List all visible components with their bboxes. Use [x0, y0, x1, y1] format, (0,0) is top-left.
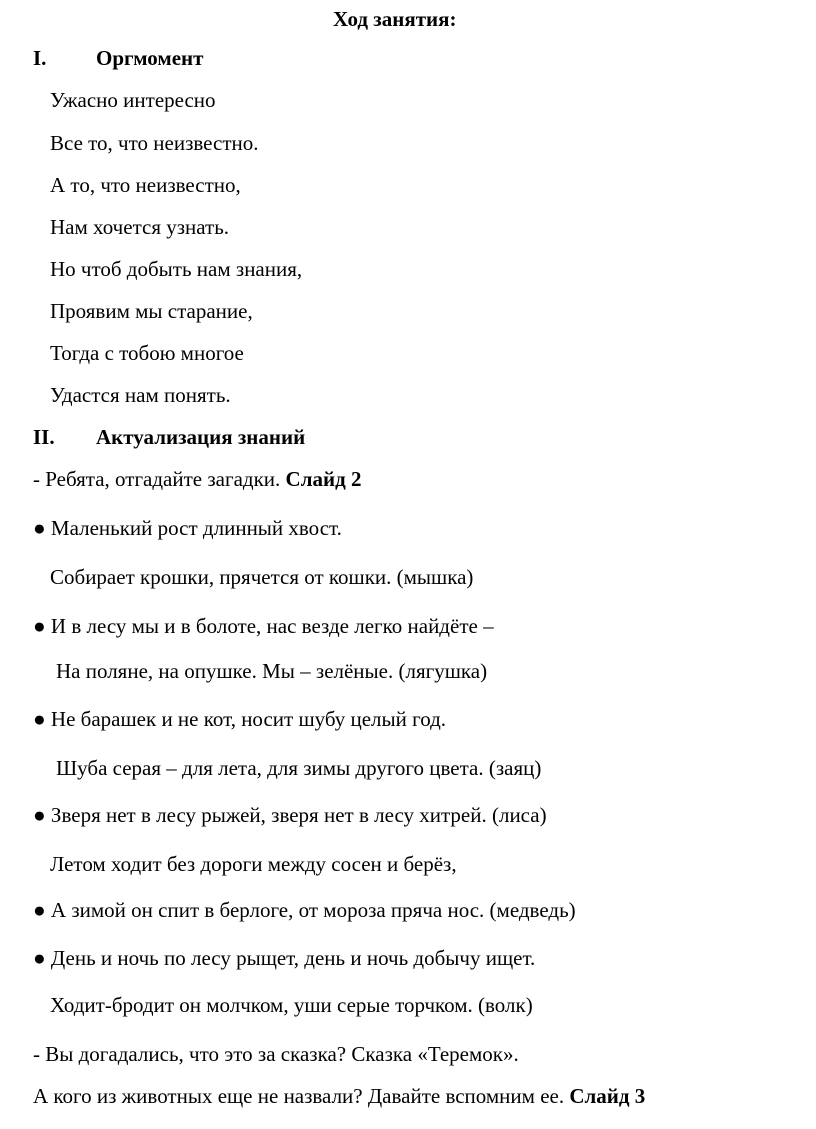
- question-line: - Вы догадались, что это за сказка? Сказка «Теремок».: [33, 1042, 519, 1066]
- poem-line: Ужасно интересно: [50, 88, 216, 112]
- intro-text: - Ребята, отгадайте загадки.: [33, 467, 286, 491]
- slide-2-label: Слайд 2: [285, 467, 362, 491]
- riddle-line: ● Зверя нет в лесу рыжей, зверя нет в лесу хитрей. (лиса): [33, 803, 547, 827]
- poem-line: Все то, что неизвестно.: [50, 131, 259, 155]
- riddle-line: Ходит-бродит он молчком, уши серые торчком. (волк): [50, 993, 533, 1017]
- slide-3-label: Слайд 3: [569, 1084, 646, 1108]
- riddle-line: ● Маленький рост длинный хвост.: [33, 516, 342, 540]
- riddle-line: Шуба серая – для лета, для зимы другого цвета. (заяц): [56, 756, 542, 780]
- section-1-numeral: I.: [33, 46, 47, 70]
- poem-line: Проявим мы старание,: [50, 299, 253, 323]
- riddle-line: ● День и ночь по лесу рыщет, день и ночь добычу ищет.: [33, 946, 536, 970]
- poem-line: А то, что неизвестно,: [50, 173, 241, 197]
- poem-line: Но чтоб добыть нам знания,: [50, 257, 303, 281]
- riddle-line: ● Не барашек и не кот, носит шубу целый год.: [33, 707, 447, 731]
- riddle-line: Собирает крошки, прячется от кошки. (мышка): [50, 565, 474, 589]
- riddle-line: Летом ходит без дороги между сосен и берёз,: [50, 852, 457, 876]
- poem-line: Тогда с тобою многое: [50, 341, 244, 365]
- closing-text: А кого из животных еще не назвали? Давайте вспомним ее.: [33, 1084, 570, 1108]
- closing-paragraph: [33, 1084, 645, 1108]
- section-2-numeral: II.: [33, 425, 55, 449]
- riddle-line: На поляне, на опушке. Мы – зелёные. (лягушка): [56, 659, 488, 683]
- page-title: Ход занятия:: [333, 7, 457, 31]
- riddle-line: ● А зимой он спит в берлоге, от мороза пряча нос. (медведь): [33, 898, 576, 922]
- section-1-heading: Оргмомент: [96, 46, 204, 70]
- poem-line: Удастся нам понять.: [50, 383, 231, 407]
- intro-paragraph: [33, 467, 361, 491]
- section-2-heading: Актуализация знаний: [96, 425, 306, 449]
- poem-line: Нам хочется узнать.: [50, 215, 230, 239]
- riddle-line: ● И в лесу мы и в болоте, нас везде легко найдёте –: [33, 614, 494, 638]
